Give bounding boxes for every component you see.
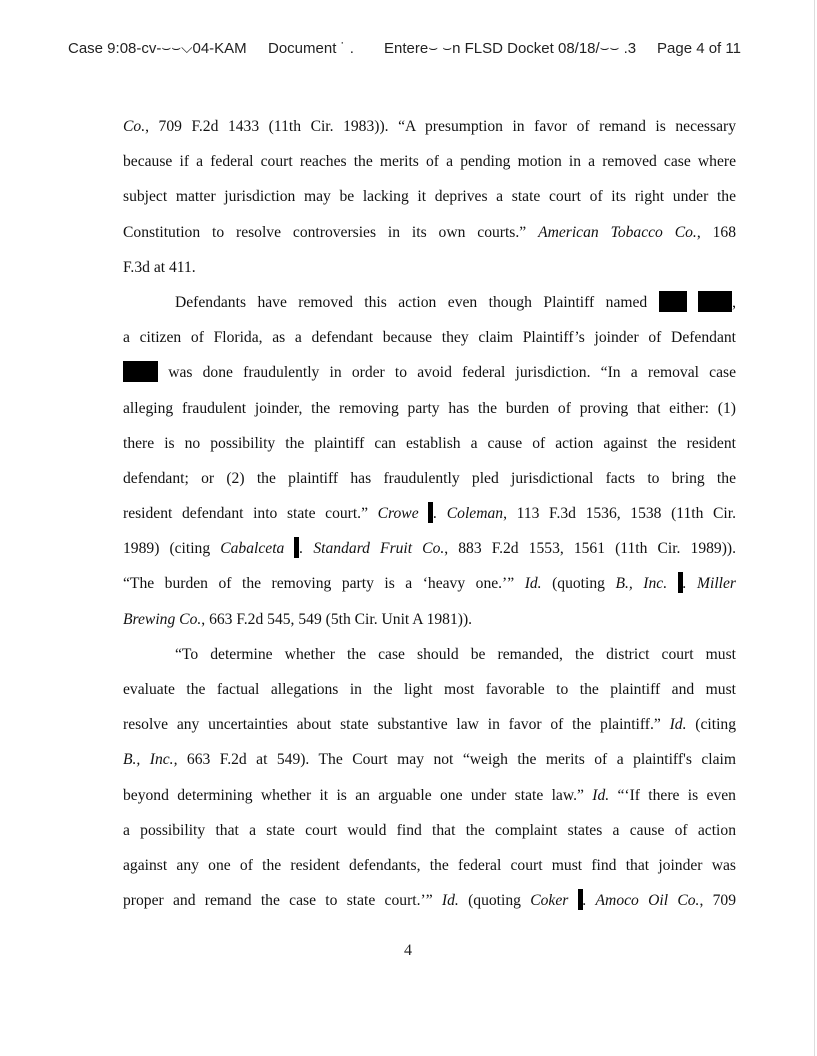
body-text: evaluate the factual allegations in the light most favorable to the plaintiff and must (123, 681, 736, 698)
body-text: (quoting (458, 892, 531, 910)
body-text: 663 F.2d at 549). The Court may not “weigh the merits of a plaintiff's claim (177, 751, 736, 769)
text-line (123, 250, 736, 285)
text-line (123, 109, 736, 144)
citation-text: Crowe (377, 505, 429, 523)
body-text: , (732, 293, 736, 311)
body-text: resident defendant into state court.” (123, 505, 378, 523)
body-text: defendant; or (2) the plaintiff has fraudulently pled jurisdictional facts to bring the (123, 469, 736, 487)
text-line (123, 602, 736, 637)
body-text: , 883 F.2d 1553, 1561 (11th Cir. 1989)). (444, 540, 736, 558)
citation-text: . Standard Fruit Co. (299, 540, 445, 558)
text-line (123, 179, 736, 214)
body-text: resolve any uncertainties about state substantive law in favor of the plaintiff.” (123, 716, 670, 734)
body-text: “The burden of the removing party is a ‘heavy one.’” (123, 575, 525, 593)
citation-text: Id. (524, 575, 542, 593)
text-line (123, 883, 736, 918)
body-text: , 709 (699, 892, 737, 910)
citation-text: . Miller (682, 575, 736, 593)
text-line (123, 320, 736, 355)
document-number: Document ˙ . (268, 40, 354, 57)
body-text: Defendants have removed this action even though Plaintiff named (175, 293, 659, 311)
body-text: a possibility that a state court would find that the complaint states a cause of action (123, 821, 736, 839)
body-text: subject matter jurisdiction may be lacking it deprives a state court of its right under the (123, 188, 736, 206)
citation-text: Id. (441, 892, 459, 910)
text-line (123, 566, 736, 601)
body-text: F.3d at 411. (123, 258, 196, 276)
citation-text: . Amoco Oil Co. (582, 892, 700, 910)
redaction-block (659, 291, 687, 312)
citation-text: Co. (123, 118, 146, 135)
citation-text: Cabalceta (220, 540, 295, 558)
citation-text: Coker (530, 892, 578, 910)
text-line (123, 531, 736, 566)
text-line (123, 496, 736, 531)
body-text: , 168 (696, 223, 736, 241)
text-line (123, 778, 736, 813)
body-text: “To determine whether the case should be remanded, the district court must (175, 645, 736, 663)
page-edge (814, 0, 815, 1056)
citation-text: B., Inc., (123, 751, 178, 769)
redaction-block (123, 361, 158, 382)
text-line (123, 461, 736, 496)
docket-header (0, 40, 817, 62)
text-line (123, 391, 736, 426)
citation-text: . Coleman (433, 505, 504, 523)
text-line (123, 285, 736, 320)
text-line (123, 355, 736, 390)
body-text: a citizen of Florida, as a defendant because they claim Plaintiff’s joinder of Defendant (123, 329, 736, 347)
body-text: because if a federal court reaches the merits of a pending motion in a removed case where (123, 153, 736, 171)
body-text: was done fraudulently in order to avoid federal jurisdiction. “In a removal case (158, 364, 736, 382)
text-line (123, 813, 736, 848)
body-text: there is no possibility the plaintiff can establish a cause of action against the resident (123, 434, 736, 452)
body-text (687, 294, 698, 311)
text-line (123, 742, 736, 777)
body-text: beyond determining whether it is an arguable one under state law.” (123, 786, 593, 804)
page-number: 4 (404, 942, 412, 959)
citation-text: Brewing Co. (123, 610, 202, 628)
citation-text: B., Inc. (615, 575, 678, 593)
text-line (123, 848, 736, 883)
text-line (123, 426, 736, 461)
body-text: , 663 F.2d 545, 549 (5th Cir. Unit A 1981)). (201, 610, 473, 628)
text-line (123, 637, 736, 672)
body-text: (quoting (541, 575, 616, 593)
body-text: proper and remand the case to state court.’” (123, 892, 442, 910)
text-line (123, 215, 736, 250)
text-line (123, 672, 736, 707)
citation-text: American Tobacco Co. (538, 223, 697, 241)
body-text: alleging fraudulent joinder, the removing party has the burden of proving that either: (1) (123, 399, 736, 417)
body-text: (citing (686, 716, 736, 734)
redaction-block (698, 291, 732, 312)
body-text: 1989) (citing (123, 540, 221, 558)
page-count: Page 4 of 11 (657, 40, 741, 57)
body-text: “‘If there is even (609, 786, 736, 804)
body-text: , 113 F.3d 1536, 1538 (11th Cir. (503, 505, 736, 523)
citation-text: Id. (592, 786, 610, 804)
body-text: Constitution to resolve controversies in its own courts.” (123, 223, 539, 241)
text-line (123, 144, 736, 179)
entered-date: Entere⌣ ⌣n FLSD Docket 08/18/⌣⌣ .3 (384, 40, 637, 57)
body-text: , 709 F.2d 1433 (11th Cir. 1983)). “A presumption in favor of remand is necessary (145, 118, 736, 135)
body-text: against any one of the resident defendants, the federal court must find that joinder was (123, 856, 736, 874)
text-line (123, 707, 736, 742)
document-body (123, 109, 736, 918)
citation-text: Id. (669, 716, 687, 734)
case-number: Case 9:08-cv-⌣⌣⌵04-KAM (68, 40, 247, 57)
